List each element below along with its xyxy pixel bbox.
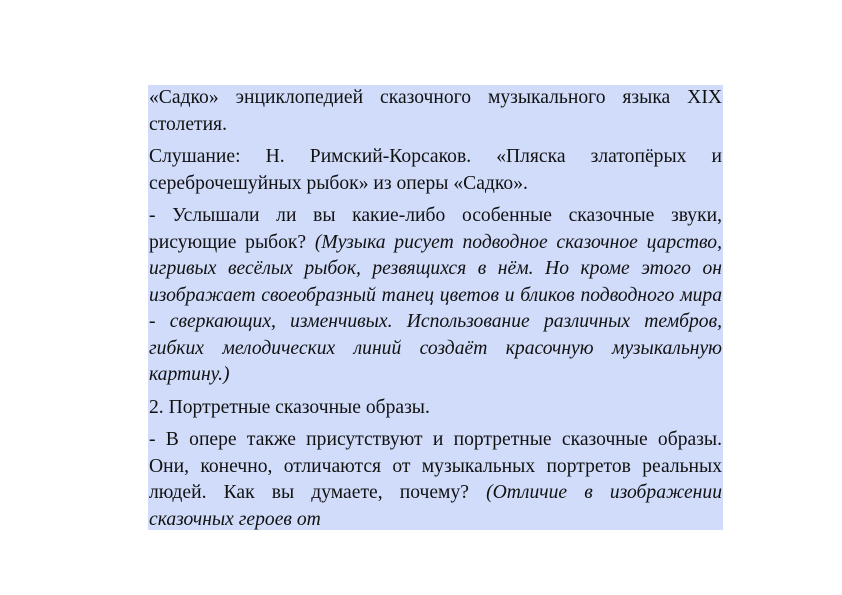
paragraph-listening bbox=[148, 144, 723, 197]
paragraph-text: - Услышали ли вы какие-либо особенные сказочные звуки, рисующие рыбок? bbox=[149, 205, 722, 253]
paragraph-text: 2. Портретные сказочные образы. bbox=[149, 396, 430, 418]
paragraph-text: - В опере также присутствуют и портретные сказочные образы. Они, конечно, отличаются от музыкальных портретов реальных людей. Как вы думаете, почему? bbox=[149, 429, 722, 503]
paragraph-intro bbox=[148, 85, 723, 138]
paragraph-text: Слушание: Н. Римский-Корсаков. «Пляска златопёрых и сереброчешуйных рыбок» из оперы «Садко». bbox=[149, 146, 722, 194]
paragraph-italic-answer: (Отличие в изображении сказочных героев от bbox=[149, 482, 722, 530]
paragraph-question-portraits bbox=[148, 427, 723, 530]
paragraph-question-fish bbox=[148, 203, 723, 389]
text-block bbox=[148, 85, 723, 530]
paragraph-heading-portraits bbox=[148, 395, 723, 422]
paragraph-text: «Садко» энциклопедией сказочного музыкального языка XIX столетия. bbox=[149, 87, 722, 135]
paragraph-italic-answer: (Музыка рисует подводное сказочное царство, игривых весёлых рыбок, резвящихся в нём. Но кроме этого он изображает своеобразный танец цветов и бликов подводного мира - сверкающих, изменчивых. Использование различных тембров, гибких мелодических линий создаёт красочную музыкальную картину.) bbox=[149, 231, 722, 385]
